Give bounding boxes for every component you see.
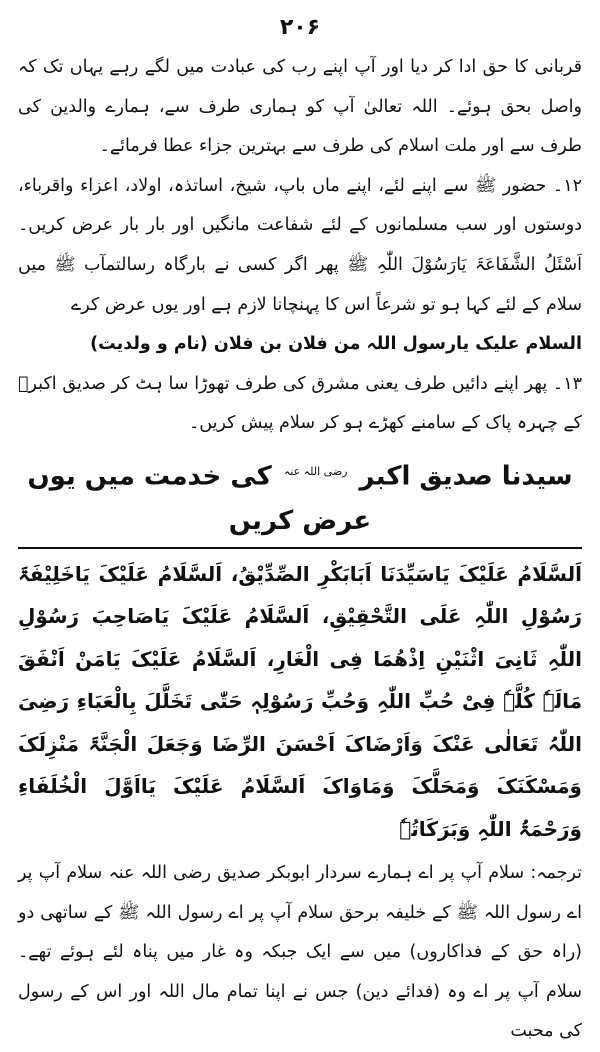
section-heading-wrapper <box>18 450 582 549</box>
section-heading <box>18 450 582 549</box>
translation-paragraph: ترجمہ: سلام آپ پر اے ہمارے سردار ابوبکر صدیق رضی اللہ عنہ سلام آپ پر اے رسول اللہ ﷺ کے خلیفہ برحق سلام آپ پر اے رسول اللہ ﷺ کے ساتھی دو (راہ حق کے فداکاروں) میں سے ایک جبکہ وہ غار میں پناہ لئے ہوئے تھے۔ سلام آپ پر اے وہ (فدائے دین) جس نے اپنا تمام مال اللہ اور اس کے رسول کی محبت <box>18 863 582 1042</box>
arabic-salutation: اَلسَّلَامُ عَلَیْکَ یَاسَیِّدَنَا اَبَابَکْرِ الصِّدِّیْقُ، اَلسَّلَامُ عَلَیْکَ یَاخَلِیْفَۃَ رَسُوْلِ اللّٰہِ عَلَی التَّحْقِیْقِ، اَلسَّلَامُ عَلَیْکَ یَاصَاحِبَ رَسُوْلِ اللّٰہِ ثَانِیَ اثْنَیْنِ اِذْھُمَا فِی الْغَارِ، اَلسَّلَامُ عَلَیْکَ یَامَنْ اَنْفَقَ مَالَہٗ کُلَّہٗ فِیْ حُبِّ اللّٰہِ وَحُبِّ رَسُوْلِہٖ حَتّٰی تَخَلَّلَ بِالْعَبَاءِ رَضِیَ اللّٰہُ تَعَالٰی عَنْکَ وَاَرْضَاکَ اَحْسَنَ الرِّضَا وَجَعَلَ الْجَنَّۃَ مَنْزِلَکَ وَمَسْکَنَکَ وَمَحَلَّکَ وَمَاوَاکَ اَلسَّلَامُ عَلَیْکَ یَااَوَّلَ الْخُلَفَاءِ وَرَحْمَۃُ اللّٰہِ وَبَرَکَاتُہٗ <box>18 561 582 841</box>
paragraph-step-13: ۱۳۔ پھر اپنے دائیں طرف یعنی مشرق کی طرف تھوڑا سا ہٹ کر صدیق اکبرؓ کے چہرہ پاک کے سامنے کھڑے ہو کر سلام پیش کریں۔ <box>18 373 582 434</box>
honorific-mark: رضی اللہ عنہ <box>283 464 348 478</box>
paragraph-sacrifice: قربانی کا حق ادا کر دیا اور آپ اپنے رب کی عبادت میں لگے رہے یہاں تک کہ واصل بحق ہوئے۔ اللہ تعالیٰ آپ کو ہماری طرف سے، ہمارے والدین کی طرف سے اور ملت اسلام کی طرف سے بہترین جزاء عطا فرمائے۔ <box>18 57 582 157</box>
heading-part-2: کی خدمت میں یوں عرض کریں <box>27 461 372 536</box>
salutation-on-behalf: السلام علیک یارسول اللہ من فلان بن فلان (نام و ولدیت) <box>90 334 582 355</box>
heading-part-1: سیدنا صدیق اکبر <box>359 461 573 492</box>
page-number: ۲۰۶ <box>279 15 321 40</box>
paragraph-intercession: ۱۲۔ حضور ﷺ سے اپنے لئے، اپنے ماں باپ، شیخ، اساتذہ، اولاد، اعزاء واقرباء، دوستوں اور سب مسلمانوں کے لئے شفاعت مانگیں اور بار بار عرض کریں۔ اَسْئَلُ الشَّفَاعَۃَ یَارَسُوْلَ اللّٰہِ ﷺ پھر اگر کسی نے بارگاہ رسالتمآب ﷺ میں سلام کے لئے کہا ہو تو شرعاً اس کا پہنچانا لازم ہے اور یوں عرض کرے <box>18 175 582 315</box>
